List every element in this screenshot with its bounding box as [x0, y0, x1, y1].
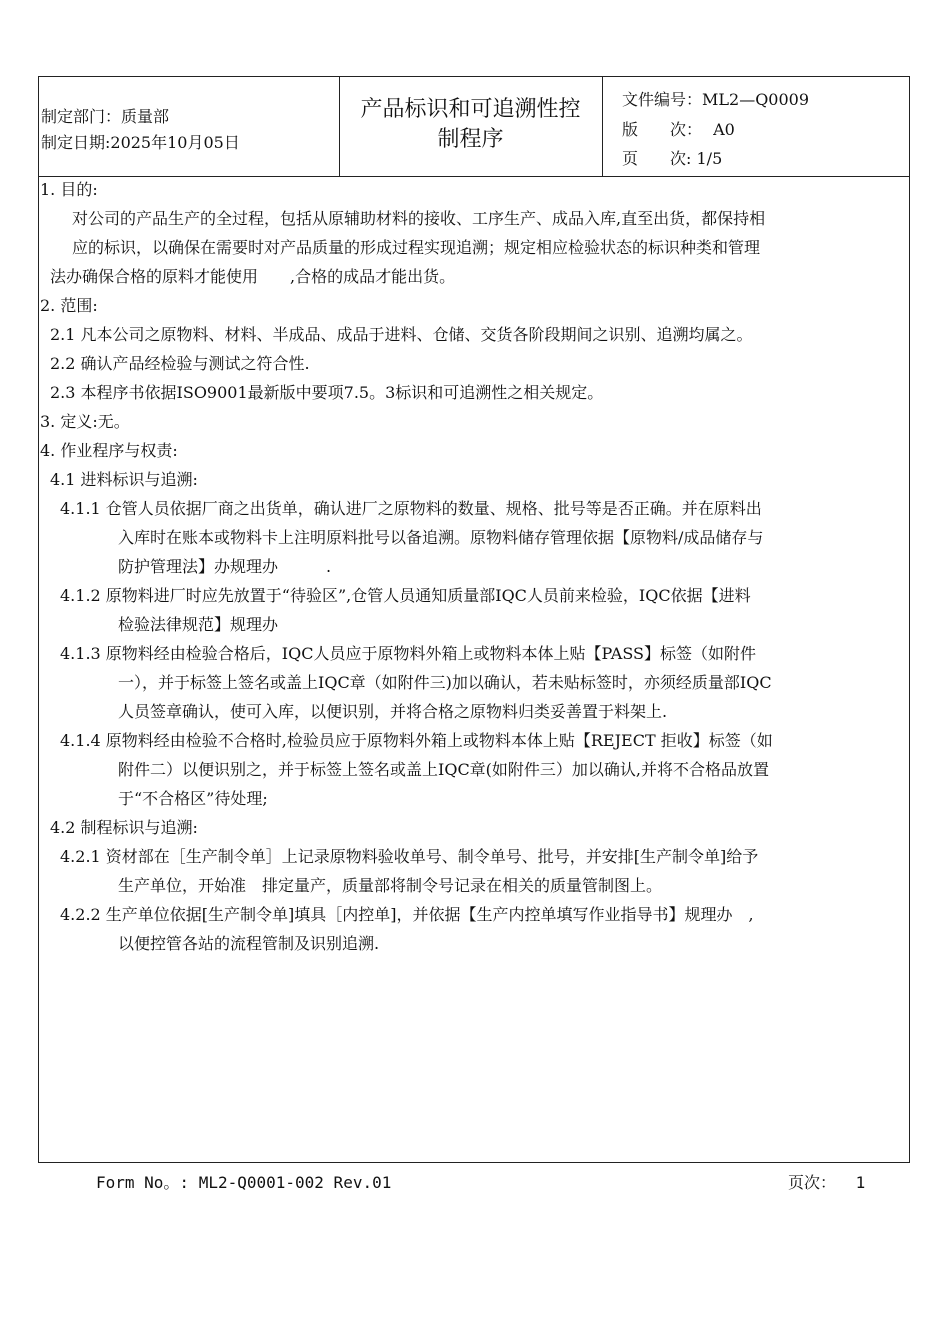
header-title-cell: [339, 77, 603, 176]
item-4-1-3-line-1: 4.1.3 原物料经由检验合格后，IQC人员应于原物料外箱上或物料本体上贴【PASS】标签（如附件: [60, 644, 756, 663]
item-4-1-3-line-3: 人员签章确认，使可入库，以便识别，并将合格之原物料归类妥善置于料架上.: [118, 702, 668, 721]
version-label: 版 次：: [622, 120, 703, 139]
header-left-cell: [39, 77, 340, 176]
item-4-2-2-line-2: 以便控管各站的流程管制及识别追溯.: [118, 934, 380, 953]
item-4-1-1-line-1: 4.1.1 仓管人员依据厂商之出货单，确认进厂之原物料的数量、规格、批号等是否正确。并在原料出: [60, 499, 762, 518]
footer-page-value: 1: [855, 1173, 866, 1192]
scope-item-2-2: 2.2 确认产品经检验与测试之符合性.: [50, 354, 310, 373]
section-scope-heading: 2. 范围:: [40, 296, 98, 315]
footer-page: [788, 1170, 865, 1193]
document-header: [39, 77, 909, 177]
version-row: [622, 117, 735, 140]
page-value: 1/5: [696, 149, 723, 168]
header-right-cell: [602, 77, 909, 176]
scope-item-2-1: 2.1 凡本公司之原物料、材料、半成品、成品于进料、仓储、交货各阶段期间之识别、追溯均属之。: [50, 325, 753, 344]
section-purpose-heading: 1. 目的:: [40, 180, 98, 199]
item-4-1-4-line-1: 4.1.4 原物料经由检验不合格时,检验员应于原物料外箱上或物料本体上贴【REJECT 拒收】标签（如: [60, 731, 773, 750]
page-row: [622, 146, 722, 169]
item-4-1-2-line-1: 4.1.2 原物料进厂时应先放置于“待验区”,仓管人员通知质量部IQC人员前来检验，IQC依据【进料: [60, 586, 751, 605]
document-title: [339, 95, 602, 155]
department-line: 制定部门：质量部: [41, 107, 170, 126]
item-4-2-1-line-1: 4.2.1 资材部在［生产制令单］上记录原物料验收单号、制令单号、批号，并安排[生产制令单]给予: [60, 847, 759, 866]
purpose-line-2: 应的标识，以确保在需要时对产品质量的形成过程实现追溯；规定相应检验状态的标识种类和管理: [72, 238, 761, 257]
title-line-2: 制程序: [437, 127, 504, 152]
page-label: 页 次:: [622, 149, 692, 168]
purpose-line-1: 对公司的产品生产的全过程，包括从原辅助材料的接收、工序生产、成品入库,直至出货，都保持相: [72, 209, 766, 228]
scope-item-2-3: 2.3 本程序书依据ISO9001最新版中要项7.5。3标识和可追溯性之相关规定。: [50, 383, 604, 402]
item-4-1-4-line-3: 于“不合格区”待处理;: [118, 789, 268, 808]
item-4-1-1-line-2: 入库时在账本或物料卡上注明原料批号以备追溯。原物料储存管理依据【原物料/成品储存与: [118, 528, 764, 547]
subsection-4-2-heading: 4.2 制程标识与追溯:: [50, 818, 198, 837]
item-4-1-1-line-3: 防护管理法】办规理办 .: [118, 557, 332, 576]
item-4-2-1-line-2: 生产单位，开始准 排定量产，质量部将制令号记录在相关的质量管制图上。: [118, 876, 663, 895]
doc-number: 文件编号：ML2—Q0009: [622, 90, 810, 109]
section-procedure-heading: 4. 作业程序与权责:: [40, 441, 178, 460]
title-line-1: 产品标识和可追溯性控: [360, 97, 581, 122]
footer-page-label: 页次：: [788, 1173, 837, 1192]
item-4-1-3-line-2: 一），并于标签上签名或盖上IQC章（如附件三)加以确认，若未贴标签时，亦须经质量部IQC: [118, 673, 772, 692]
form-number: Form No。: ML2-Q0001-002 Rev.01: [96, 1173, 392, 1192]
item-4-2-2-line-1: 4.2.2 生产单位依据[生产制令单]填具［内控单]，并依据【生产内控单填写作业指导书】规理办 ,: [60, 905, 754, 924]
item-4-1-2-line-2: 检验法律规范】规理办: [118, 615, 279, 634]
subsection-4-1-heading: 4.1 进料标识与追溯:: [50, 470, 198, 489]
date-line: 制定日期:2025年10月05日: [41, 133, 240, 152]
version-value: A0: [713, 120, 735, 139]
section-definition: 3. 定义:无。: [40, 412, 130, 431]
item-4-1-4-line-2: 附件二）以便识别之，并于标签上签名或盖上IQC章(如附件三）加以确认,并将不合格品放置: [118, 760, 770, 779]
purpose-line-3: 法办确保合格的原料才能使用 ,合格的成品才能出货。: [50, 267, 456, 286]
